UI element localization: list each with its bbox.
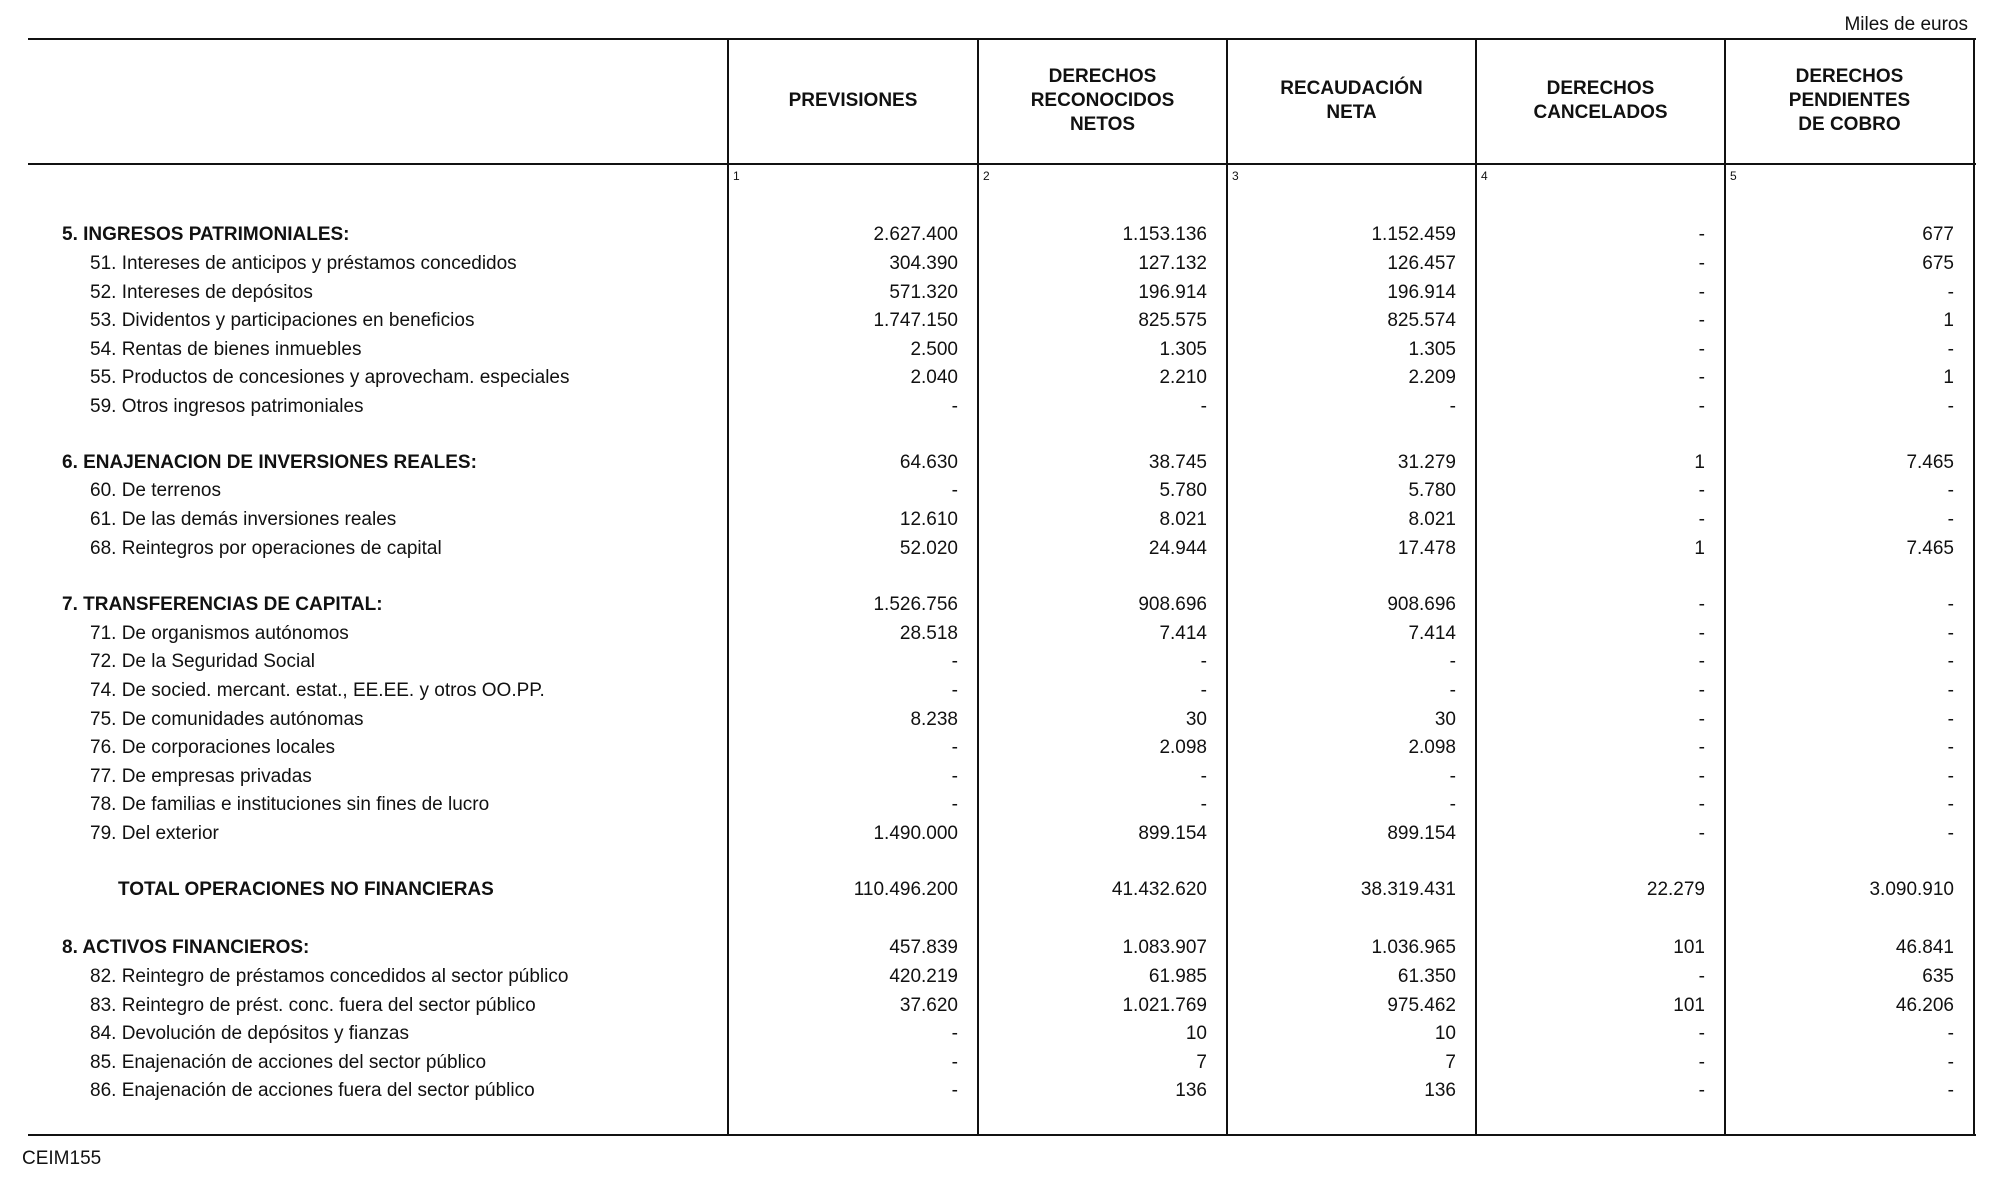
table-row (0, 706, 2000, 734)
cell-value: - (951, 766, 958, 787)
cell-value: 8.021 (1408, 509, 1456, 530)
units-label: Miles de euros (1844, 14, 1968, 35)
column-number: 5 (1730, 169, 1737, 183)
cell-value: 46.206 (1895, 995, 1954, 1016)
cell-value: - (1698, 594, 1705, 615)
cell-value: - (1947, 282, 1954, 303)
cell-value: 12.610 (899, 509, 958, 530)
cell-value: 908.696 (1138, 594, 1207, 615)
table-row (0, 336, 2000, 364)
section-row (0, 934, 2000, 962)
cell-value: 61.350 (1397, 966, 1456, 987)
column-header-cancelados: DERECHOS CANCELADOS (1533, 78, 1668, 123)
cell-value: - (1947, 1080, 1954, 1101)
table-row (0, 820, 2000, 848)
cell-value: - (951, 1080, 958, 1101)
cell-value: - (1947, 1023, 1954, 1044)
section-row (0, 221, 2000, 249)
table-row (0, 393, 2000, 421)
cell-value: 10 (1185, 1023, 1207, 1044)
cell-value: - (1947, 480, 1954, 501)
cell-value: - (1698, 509, 1705, 530)
cell-value: 64.630 (899, 452, 958, 473)
cell-value: - (1698, 339, 1705, 360)
cell-value: 2.627.400 (873, 224, 958, 245)
row-label: 75. De comunidades autónomas (90, 709, 364, 730)
cell-value: - (1449, 651, 1456, 672)
row-label: 85. Enajenación de acciones del sector público (90, 1052, 487, 1073)
row-label: 74. De socied. mercant. estat., EE.EE. y otros OO.PP. (90, 680, 545, 701)
cell-value: 5.780 (1159, 480, 1207, 501)
cell-value: 7 (1196, 1052, 1207, 1073)
cell-value: - (1947, 651, 1954, 672)
cell-value: 127.132 (1138, 253, 1207, 274)
cell-value: - (951, 480, 958, 501)
cell-value: - (951, 794, 958, 815)
row-label: 76. De corporaciones locales (90, 737, 336, 758)
cell-value: - (951, 1052, 958, 1073)
cell-value: 22.279 (1646, 879, 1705, 900)
cell-value: - (1698, 1052, 1705, 1073)
cell-value: - (1698, 766, 1705, 787)
table-row (0, 620, 2000, 648)
cell-value: 2.040 (910, 367, 958, 388)
cell-value: - (1698, 794, 1705, 815)
cell-value: 10 (1434, 1023, 1456, 1044)
cell-value: - (1947, 396, 1954, 417)
cell-value: 1 (1694, 452, 1705, 473)
table-row (0, 677, 2000, 705)
row-label: 82. Reintegro de préstamos concedidos al sector público (90, 966, 569, 987)
column-number: 1 (733, 169, 740, 183)
row-label: 71. De organismos autónomos (90, 623, 349, 644)
cell-value: - (1947, 1052, 1954, 1073)
cell-value: - (1947, 680, 1954, 701)
row-label: 55. Productos de concesiones y aprovecham. especiales (90, 367, 570, 388)
table-row (0, 279, 2000, 307)
cell-value: 101 (1673, 937, 1705, 958)
row-label: 83. Reintegro de prést. conc. fuera del sector público (90, 995, 536, 1016)
cell-value: 196.914 (1138, 282, 1207, 303)
cell-value: - (1947, 709, 1954, 730)
cell-value: 908.696 (1387, 594, 1456, 615)
cell-value: - (1698, 396, 1705, 417)
cell-value: 110.496.200 (853, 879, 958, 900)
row-label: 52. Intereses de depósitos (90, 282, 313, 303)
cell-value: - (1698, 680, 1705, 701)
cell-value: 7.465 (1906, 538, 1954, 559)
cell-value: - (1200, 396, 1207, 417)
column-header-previsiones: PREVISIONES (788, 90, 918, 111)
row-label: 78. De familias e instituciones sin fines de lucro (90, 794, 490, 815)
cell-value: 38.319.431 (1360, 879, 1456, 900)
column-number: 4 (1481, 169, 1488, 183)
table-row (0, 477, 2000, 505)
cell-value: 304.390 (889, 253, 958, 274)
row-label: 86. Enajenación de acciones fuera del sector público (90, 1080, 535, 1101)
table-row (0, 791, 2000, 819)
cell-value: 2.500 (910, 339, 958, 360)
cell-value: 136 (1175, 1080, 1207, 1101)
cell-value: - (1698, 709, 1705, 730)
row-label: 7. TRANSFERENCIAS DE CAPITAL: (62, 594, 383, 615)
table-top-rule (28, 38, 1976, 40)
table-row (0, 1077, 2000, 1105)
cell-value: 825.575 (1138, 310, 1207, 331)
row-label: 6. ENAJENACION DE INVERSIONES REALES: (62, 452, 477, 473)
cell-value: - (1449, 766, 1456, 787)
cell-value: - (1200, 766, 1207, 787)
cell-value: 2.209 (1408, 367, 1456, 388)
row-label: 5. INGRESOS PATRIMONIALES: (62, 224, 350, 245)
cell-value: 571.320 (889, 282, 958, 303)
column-header-pendientes: DERECHOS PENDIENTES DE COBRO (1788, 66, 1911, 135)
cell-value: - (1947, 737, 1954, 758)
cell-value: 675 (1922, 253, 1954, 274)
cell-value: 420.219 (889, 966, 958, 987)
cell-value: 17.478 (1397, 538, 1456, 559)
total-row (0, 876, 2000, 904)
cell-value: 635 (1922, 966, 1954, 987)
column-header-recaudacion: RECAUDACIÓN NETA (1280, 78, 1423, 123)
row-label: 8. ACTIVOS FINANCIEROS: (62, 937, 310, 958)
cell-value: - (1947, 766, 1954, 787)
table-row (0, 1049, 2000, 1077)
cell-value: 8.021 (1159, 509, 1207, 530)
column-header-derechos-reconocidos: DERECHOS RECONOCIDOS NETOS (1030, 66, 1175, 135)
row-label: TOTAL OPERACIONES NO FINANCIERAS (118, 879, 494, 900)
cell-value: 899.154 (1138, 823, 1207, 844)
cell-value: - (1698, 282, 1705, 303)
cell-value: 1.021.769 (1122, 995, 1207, 1016)
cell-value: - (951, 680, 958, 701)
cell-value: 41.432.620 (1111, 879, 1207, 900)
row-label: 68. Reintegros por operaciones de capital (90, 538, 442, 559)
cell-value: - (1698, 823, 1705, 844)
cell-value: - (1947, 509, 1954, 530)
row-label: 51. Intereses de anticipos y préstamos concedidos (90, 253, 517, 274)
cell-value: 3.090.910 (1869, 879, 1954, 900)
table-row (0, 250, 2000, 278)
cell-value: 1.305 (1408, 339, 1456, 360)
cell-value: 457.839 (889, 937, 958, 958)
cell-value: 975.462 (1387, 995, 1456, 1016)
cell-value: - (951, 737, 958, 758)
cell-value: 30 (1185, 709, 1207, 730)
table-row (0, 963, 2000, 991)
cell-value: - (1698, 253, 1705, 274)
cell-value: 2.098 (1159, 737, 1207, 758)
cell-value: - (1449, 396, 1456, 417)
cell-value: - (1947, 823, 1954, 844)
header-bottom-rule (28, 163, 1976, 165)
cell-value: - (1698, 1023, 1705, 1044)
cell-value: 1.152.459 (1371, 224, 1456, 245)
cell-value: 37.620 (899, 995, 958, 1016)
cell-value: - (1698, 1080, 1705, 1101)
cell-value: - (1200, 794, 1207, 815)
cell-value: - (1947, 623, 1954, 644)
cell-value: 677 (1922, 224, 1954, 245)
cell-value: 825.574 (1387, 310, 1456, 331)
cell-value: - (1698, 737, 1705, 758)
column-number: 2 (983, 169, 990, 183)
cell-value: - (951, 396, 958, 417)
section-row (0, 449, 2000, 477)
cell-value: 52.020 (899, 538, 958, 559)
cell-value: 1.526.756 (873, 594, 958, 615)
cell-value: 46.841 (1895, 937, 1954, 958)
cell-value: 196.914 (1387, 282, 1456, 303)
document-code: CEIM155 (22, 1148, 102, 1169)
cell-value: - (1947, 594, 1954, 615)
row-label: 79. Del exterior (90, 823, 219, 844)
cell-value: 1.083.907 (1122, 937, 1207, 958)
cell-value: 1.747.150 (873, 310, 958, 331)
cell-value: - (1947, 794, 1954, 815)
cell-value: - (1698, 367, 1705, 388)
cell-value: - (1698, 310, 1705, 331)
cell-value: - (1947, 339, 1954, 360)
cell-value: - (1449, 680, 1456, 701)
cell-value: - (1449, 794, 1456, 815)
cell-value: 1.490.000 (873, 823, 958, 844)
cell-value: - (1200, 651, 1207, 672)
row-label: 60. De terrenos (90, 480, 221, 501)
cell-value: 24.944 (1148, 538, 1207, 559)
cell-value: 899.154 (1387, 823, 1456, 844)
row-label: 72. De la Seguridad Social (90, 651, 315, 672)
table-row (0, 1020, 2000, 1048)
cell-value: - (1698, 224, 1705, 245)
cell-value: 101 (1673, 995, 1705, 1016)
cell-value: 1.153.136 (1122, 224, 1207, 245)
table-row (0, 364, 2000, 392)
cell-value: 1 (1943, 367, 1954, 388)
table-row (0, 992, 2000, 1020)
cell-value: 7 (1445, 1052, 1456, 1073)
row-label: 61. De las demás inversiones reales (90, 509, 397, 530)
cell-value: 1 (1694, 538, 1705, 559)
cell-value: - (1698, 966, 1705, 987)
row-label: 53. Dividentos y participaciones en beneficios (90, 310, 475, 331)
cell-value: 7.414 (1159, 623, 1207, 644)
cell-value: 61.985 (1148, 966, 1207, 987)
cell-value: 126.457 (1387, 253, 1456, 274)
cell-value: 31.279 (1397, 452, 1456, 473)
table-row (0, 506, 2000, 534)
table-row (0, 763, 2000, 791)
section-row (0, 591, 2000, 619)
cell-value: - (1200, 680, 1207, 701)
row-label: 59. Otros ingresos patrimoniales (90, 396, 364, 417)
cell-value: 38.745 (1148, 452, 1207, 473)
cell-value: 2.098 (1408, 737, 1456, 758)
row-label: 84. Devolución de depósitos y fianzas (90, 1023, 409, 1044)
row-label: 54. Rentas de bienes inmuebles (90, 339, 362, 360)
table-row (0, 648, 2000, 676)
cell-value: 7.414 (1408, 623, 1456, 644)
table-bottom-rule (28, 1134, 1976, 1136)
cell-value: 7.465 (1906, 452, 1954, 473)
cell-value: 2.210 (1159, 367, 1207, 388)
cell-value: - (1698, 651, 1705, 672)
cell-value: 1 (1943, 310, 1954, 331)
cell-value: - (951, 1023, 958, 1044)
cell-value: 30 (1434, 709, 1456, 730)
cell-value: 28.518 (899, 623, 958, 644)
table-row (0, 734, 2000, 762)
cell-value: 8.238 (910, 709, 958, 730)
cell-value: 5.780 (1408, 480, 1456, 501)
cell-value: 136 (1424, 1080, 1456, 1101)
table-row (0, 535, 2000, 563)
row-label: 77. De empresas privadas (90, 766, 312, 787)
cell-value: - (951, 651, 958, 672)
cell-value: 1.036.965 (1371, 937, 1456, 958)
cell-value: - (1698, 623, 1705, 644)
table-row (0, 307, 2000, 335)
column-number: 3 (1232, 169, 1239, 183)
cell-value: - (1698, 480, 1705, 501)
cell-value: 1.305 (1159, 339, 1207, 360)
